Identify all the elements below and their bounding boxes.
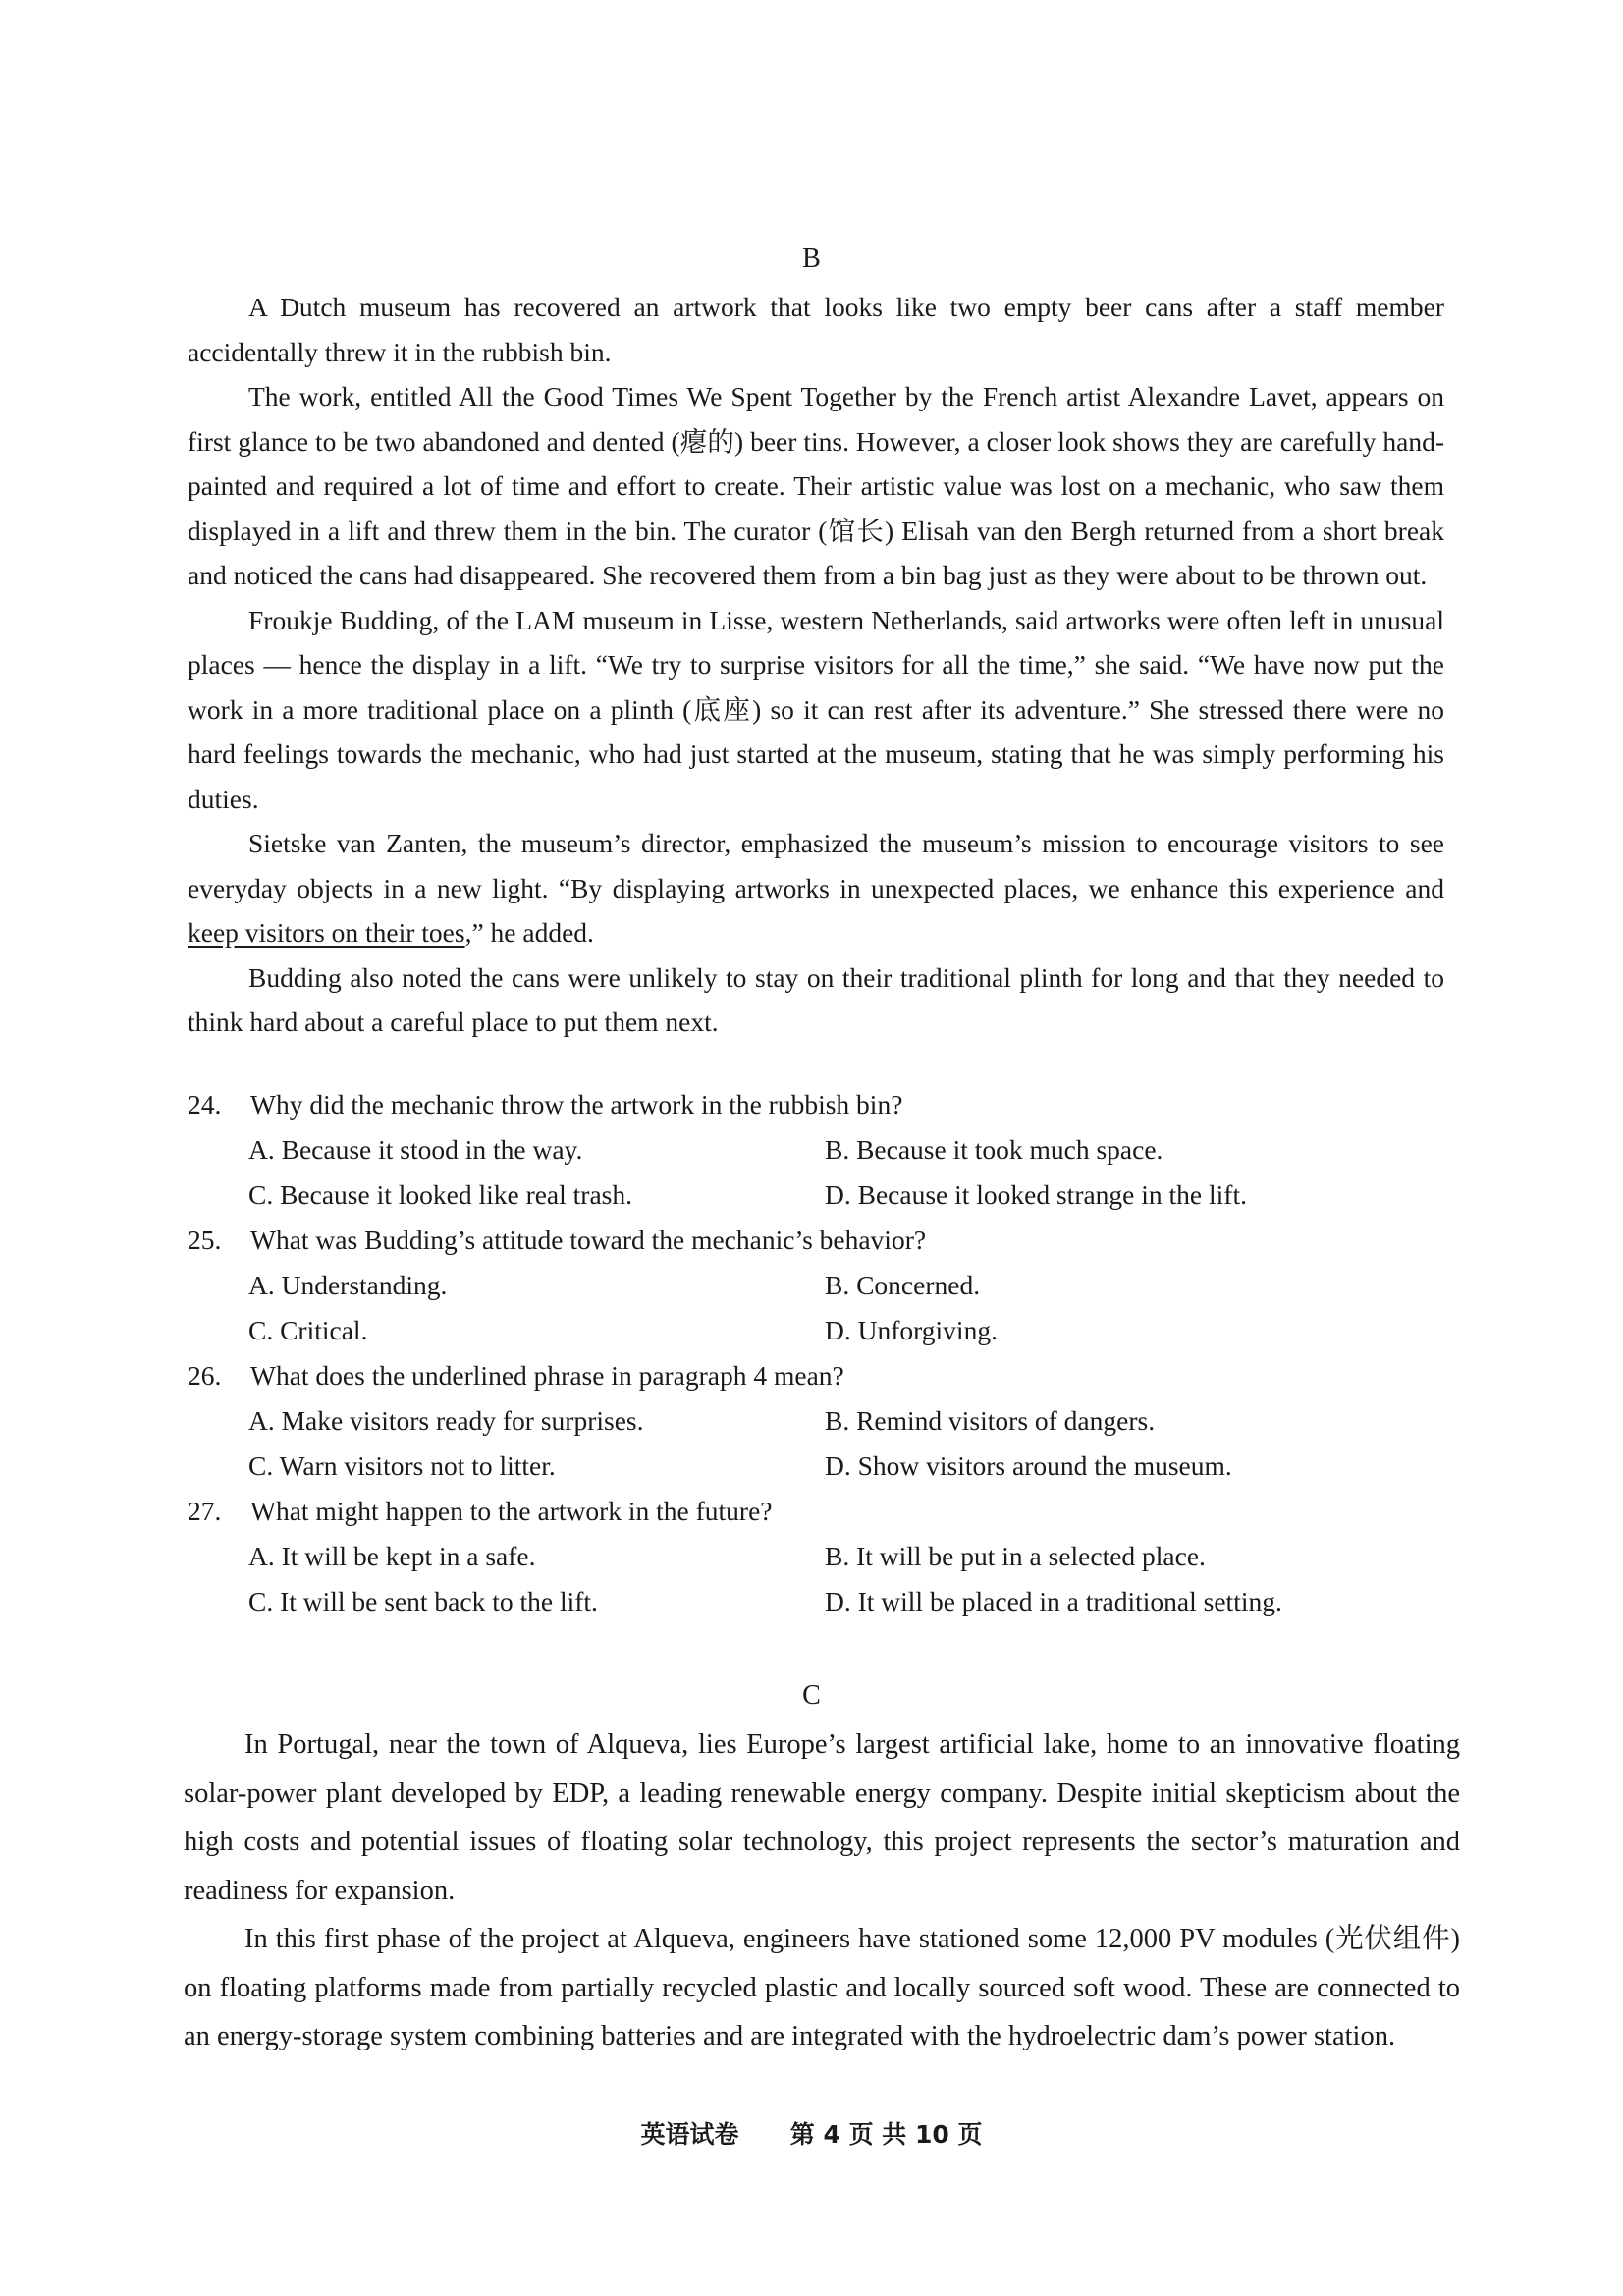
question-list — [188, 1082, 1454, 1624]
answer-options — [188, 1534, 1454, 1624]
question-26 — [188, 1353, 1454, 1489]
question-stem — [188, 1082, 1454, 1127]
option-b: B. Remind visitors of dangers. — [825, 1405, 1156, 1436]
passage-c — [184, 1721, 1460, 2061]
footer-subject: 英语试卷 — [640, 2120, 739, 2149]
option-c: C. It will be sent back to the lift. — [248, 1586, 598, 1616]
question-text: What might happen to the artwork in the future? — [250, 1496, 773, 1526]
option-a: A. Because it stood in the way. — [248, 1134, 583, 1165]
option-d: D. It will be placed in a traditional setting. — [825, 1586, 1282, 1616]
option-a: A. It will be kept in a safe. — [248, 1541, 536, 1571]
section-c-heading: C — [802, 1680, 821, 1711]
answer-options — [188, 1127, 1454, 1218]
option-d: D. Because it looked strange in the lift. — [825, 1179, 1247, 1210]
question-24 — [188, 1082, 1454, 1218]
passage-b-paragraph-2: The work, entitled All the Good Times We Spent Together by the French artist Alexandre Lavet, appears on first glance to be two abandoned and dented (瘪的) beer tins. However, a closer look shows they are carefully hand-painted and required a lot of time and effort to create. Their artistic value was lost on a mechanic, who saw them displayed in a lift and threw them in the bin. The curator (馆长) Elisah van den Bergh returned from a short break and noticed the cans had disappeared. She recovered them from a bin bag just as they were about to be thrown out. — [188, 381, 1444, 590]
underlined-phrase: keep visitors on their toes — [188, 917, 465, 948]
option-c: C. Warn visitors not to litter. — [248, 1450, 556, 1481]
option-b: B. Concerned. — [825, 1270, 981, 1300]
option-c: C. Because it looked like real trash. — [248, 1179, 632, 1210]
page-footer — [0, 2119, 1623, 2151]
option-c: C. Critical. — [248, 1315, 368, 1345]
option-d: D. Unforgiving. — [825, 1315, 998, 1345]
footer-page-info: 第 4 页 共 10 页 — [789, 2120, 983, 2149]
question-stem — [188, 1353, 1454, 1398]
passage-b-paragraph-1: A Dutch museum has recovered an artwork that looks like two empty beer cans after a staff member accidentally threw it in the rubbish bin. — [188, 292, 1444, 367]
paragraph-4-text-before: Sietske van Zanten, the museum’s director, emphasized the museum’s mission to encourage visitors to see everyday objects in a new light. “By displaying artworks in unexpected places, we enhance this experience and — [188, 828, 1444, 903]
question-stem — [188, 1218, 1454, 1263]
question-text: What was Budding’s attitude toward the mechanic’s behavior? — [250, 1225, 927, 1255]
question-text: Why did the mechanic throw the artwork in the rubbish bin? — [250, 1089, 903, 1120]
option-a: A. Make visitors ready for surprises. — [248, 1405, 644, 1436]
question-25 — [188, 1218, 1454, 1353]
passage-b-paragraph-4 — [188, 821, 1444, 956]
passage-b — [188, 285, 1444, 1045]
option-d: D. Show visitors around the museum. — [825, 1450, 1232, 1481]
paragraph-4-text-after: ,” he added. — [464, 917, 594, 948]
passage-c-paragraph-1: In Portugal, near the town of Alqueva, lies Europe’s largest artificial lake, home to an innovative floating solar-power plant developed by EDP, a leading renewable energy company. Despite initial skepticism about the high costs and potential issues of floating solar technology, this project represents the sector’s maturation and readiness for expansion. — [184, 1729, 1460, 1906]
answer-options — [188, 1263, 1454, 1353]
option-b: B. It will be put in a selected place. — [825, 1541, 1206, 1571]
answer-options — [188, 1398, 1454, 1489]
question-text: What does the underlined phrase in paragraph 4 mean? — [250, 1360, 844, 1391]
question-27 — [188, 1489, 1454, 1624]
question-number: 25. — [188, 1225, 222, 1255]
passage-c-paragraph-2: In this first phase of the project at Alqueva, engineers have stationed some 12,000 PV modules (光伏组件) on floating platforms made from partially recycled plastic and locally sourced soft wood. These are connected to an energy-storage system combining batteries and are integrated with the hydroelectric dam’s power station. — [184, 1924, 1460, 2051]
question-number: 24. — [188, 1089, 222, 1120]
option-a: A. Understanding. — [248, 1270, 448, 1300]
passage-b-paragraph-5: Budding also noted the cans were unlikely to stay on their traditional plinth for long and that they needed to think hard about a careful place to put them next. — [188, 961, 1444, 1037]
section-b-heading: B — [802, 244, 821, 274]
question-number: 27. — [188, 1496, 222, 1526]
passage-b-paragraph-3: Froukje Budding, of the LAM museum in Lisse, western Netherlands, said artworks were often left in unusual places — hence the display in a lift. “We try to surprise visitors for all the time,” she said. “We have now put the work in a more traditional place on a plinth (底座) so it can rest after its adventure.” She stressed there were no hard feelings towards the mechanic, who had just started at the museum, stating that he was simply performing his duties. — [188, 604, 1444, 814]
question-number: 26. — [188, 1360, 222, 1391]
option-b: B. Because it took much space. — [825, 1134, 1163, 1165]
question-stem — [188, 1489, 1454, 1534]
